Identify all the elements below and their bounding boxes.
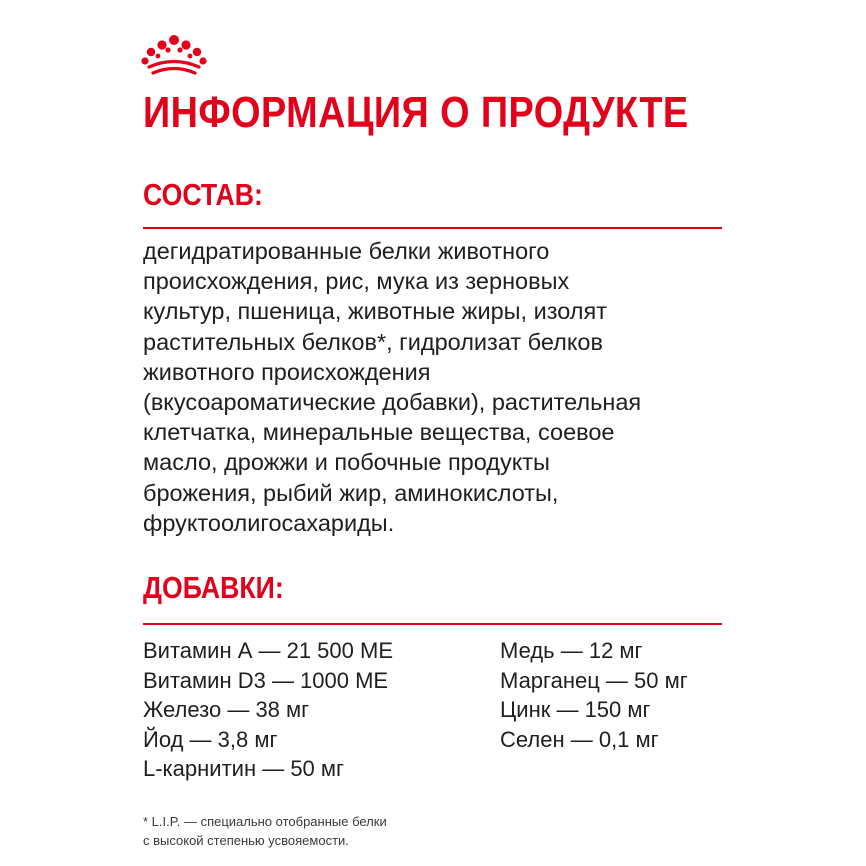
additive-item: Селен — 0,1 мг: [500, 726, 659, 752]
composition-line: (вкусоароматические добавки), растительная: [143, 389, 642, 416]
composition-text: [143, 236, 743, 538]
additives-list-right: [500, 636, 688, 754]
composition-divider: [143, 227, 722, 229]
additive-item: Витамин А — 21 500 МЕ: [143, 638, 394, 663]
composition-line: дегидратированные белки животного: [143, 238, 550, 264]
composition-line: брожения, рыбий жир, аминокислоты,: [143, 479, 559, 506]
composition-line: растительных белков*, гидролизат белков: [143, 328, 603, 355]
additive-item: Витамин D3 — 1000 МЕ: [143, 667, 389, 693]
additive-item: Йод — 3,8 мг: [143, 726, 278, 752]
composition-line: фруктоолигосахариды.: [143, 509, 395, 536]
composition-line: клетчатка, минеральные вещества, соевое: [143, 419, 615, 446]
composition-line: масло, дрожжи и побочные продукты: [143, 449, 550, 476]
composition-line: животного происхождения: [143, 358, 431, 385]
composition-line: происхождения, рис, мука из зерновых: [143, 268, 570, 295]
crown-icon: [140, 34, 208, 78]
additives-list-left: [143, 636, 393, 784]
additives-heading: ДОБАВКИ:: [143, 570, 284, 605]
additive-item: L-карнитин — 50 мг: [143, 756, 345, 781]
additive-item: Марганец — 50 мг: [500, 667, 688, 693]
additives-divider: [143, 623, 722, 625]
additive-item: Железо — 38 мг: [143, 697, 310, 722]
footnote: [143, 812, 387, 850]
page-title: ИНФОРМАЦИЯ О ПРОДУКТЕ: [143, 88, 689, 137]
composition-line: культур, пшеница, животные жиры, изолят: [143, 298, 607, 325]
footnote-line: * L.I.P. — специально отобранные белки: [143, 814, 387, 829]
additive-item: Цинк — 150 мг: [500, 697, 651, 722]
footnote-line: с высокой степенью усвояемости.: [143, 833, 349, 848]
composition-heading: СОСТАВ:: [143, 177, 263, 212]
additive-item: Медь — 12 мг: [500, 638, 643, 663]
